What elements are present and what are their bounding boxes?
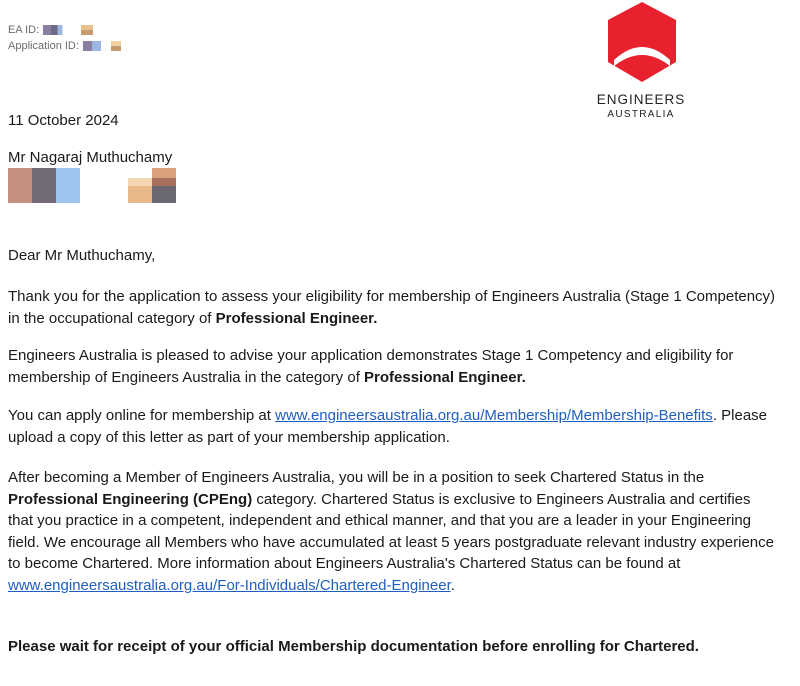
paragraph-4-text-2: category. Chartered Status is exclusive to Engineers Australia and certifies that you practice in a competent, independent and ethical manner, and that you are a leader in your Engineering field. We encourage all Members who have accumulated at least 5 years postgraduate relevant industry experience to become Chartered. More information about Engineers Australia's Chartered Status can be found at xyxy=(8,490,774,572)
paragraph-1-text: Thank you for the application to assess your eligibility for membership of Engineers Australia (Stage 1 Competency) in the occupational category of xyxy=(8,288,776,327)
paragraph-3-text: You can apply online for membership at xyxy=(8,407,276,424)
letter-date: 11 October 2024 xyxy=(8,112,119,129)
logo-text-line2: AUSTRALIA xyxy=(607,109,675,120)
chartered-engineer-link[interactable]: www.engineersaustralia.org.au/For-Individuals/Chartered-Engineer xyxy=(8,576,451,594)
application-id-redacted-2 xyxy=(111,41,121,51)
application-id-label: Application ID: xyxy=(8,40,79,52)
address-redacted xyxy=(8,168,180,203)
paragraph-4-bold: Professional Engineering (CPEng) xyxy=(8,490,253,508)
paragraph-5-bold: Please wait for receipt of your official Membership documentation before enrolling for Chartered. xyxy=(8,638,699,655)
id-block xyxy=(8,22,121,54)
logo-text-line1: ENGINEERS xyxy=(596,92,686,107)
paragraph-3-text-2: . Please upload a copy of this letter as part of your membership application. xyxy=(8,407,768,446)
paragraph-2-bold: Professional Engineer. xyxy=(364,368,526,386)
ea-id-label: EA ID: xyxy=(8,24,40,36)
paragraph-2 xyxy=(8,345,778,388)
paragraph-2-text: Engineers Australia is pleased to advise your application demonstrates Stage 1 Competency and eligibility for membership of Engineers Australia in the category of xyxy=(8,347,734,386)
application-id-redacted xyxy=(83,41,101,51)
paragraph-4-text-3: . xyxy=(450,576,455,594)
paragraph-5 xyxy=(8,636,778,658)
logo-hexagon-icon xyxy=(586,0,698,90)
membership-benefits-link[interactable]: www.engineersaustralia.org.au/Membership/Membership-Benefits xyxy=(275,407,713,424)
ea-id-redacted xyxy=(43,25,69,35)
paragraph-4 xyxy=(8,467,778,596)
paragraph-4-text: After becoming a Member of Engineers Australia, you will be in a position to seek Chartered Status in the xyxy=(8,469,705,486)
engineers-australia-logo xyxy=(586,0,698,125)
recipient-name: Mr Nagaraj Muthuchamy xyxy=(8,149,173,166)
ea-id-row xyxy=(8,22,121,38)
ea-id-redacted-2 xyxy=(81,25,93,35)
application-id-row xyxy=(8,38,121,54)
paragraph-1-bold: Professional Engineer. xyxy=(215,309,378,327)
paragraph-1 xyxy=(8,286,778,329)
salutation: Dear Mr Muthuchamy, xyxy=(8,247,156,264)
paragraph-3 xyxy=(8,405,778,448)
